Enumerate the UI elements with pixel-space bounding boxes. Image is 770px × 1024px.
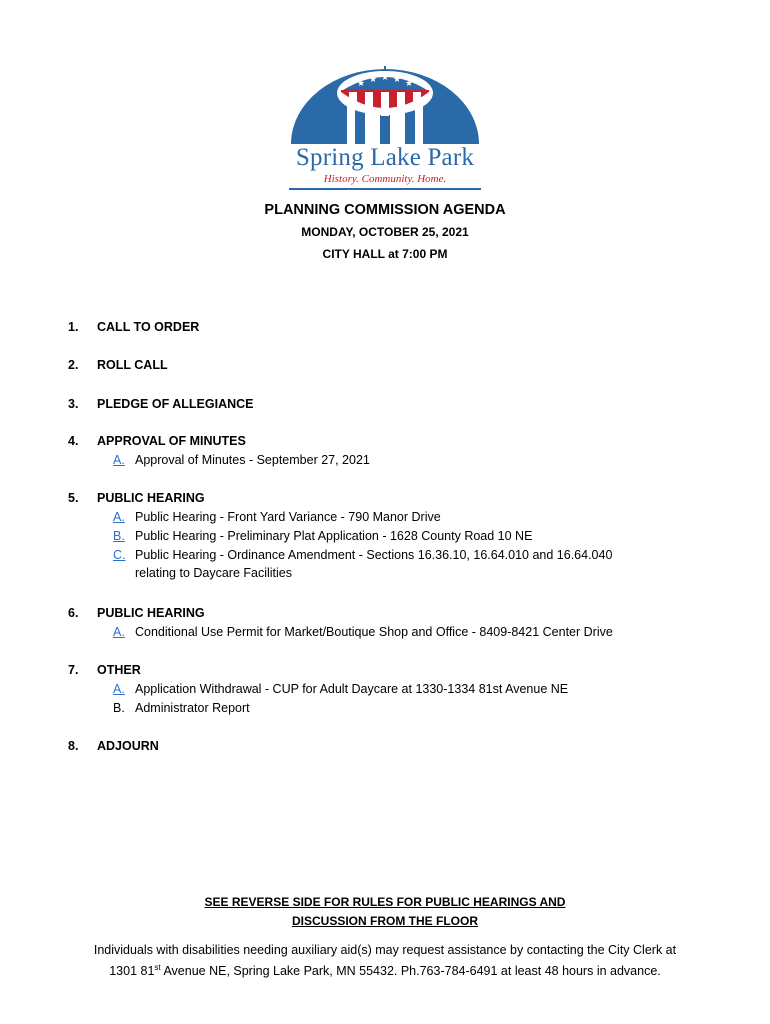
- sub-item-text: Approval of Minutes - September 27, 2021: [135, 453, 370, 467]
- footer-line-2: [60, 961, 710, 982]
- address-number: 1301 81: [109, 964, 155, 978]
- item-number: 6.: [68, 606, 79, 620]
- hearing-link-c[interactable]: C.: [113, 548, 126, 562]
- hearing-link-b[interactable]: B.: [113, 529, 125, 543]
- item-title: APPROVAL OF MINUTES: [97, 434, 246, 448]
- sub-item-text: Public Hearing - Front Yard Variance - 790 Manor Drive: [135, 510, 441, 524]
- item-title: PLEDGE OF ALLEGIANCE: [97, 397, 254, 411]
- notice-line-1: SEE REVERSE SIDE FOR RULES FOR PUBLIC HEARINGS AND: [204, 895, 566, 909]
- address-suffix: st: [154, 962, 161, 972]
- sub-item: [113, 510, 441, 524]
- logo-name: Spring Lake Park: [295, 144, 475, 171]
- item-title: PUBLIC HEARING: [97, 491, 205, 505]
- notice-line-2: DISCUSSION FROM THE FLOOR: [292, 914, 478, 928]
- item-title: PUBLIC HEARING: [97, 606, 205, 620]
- sub-item-text: Public Hearing - Preliminary Plat Application - 1628 County Road 10 NE: [135, 529, 533, 543]
- item-number: 2.: [68, 358, 79, 372]
- sub-item-text: Conditional Use Permit for Market/Boutique Shop and Office - 8409-8421 Center Drive: [135, 625, 613, 639]
- city-logo: [289, 66, 481, 192]
- item-title: CALL TO ORDER: [97, 320, 200, 334]
- cup-link[interactable]: A.: [113, 625, 125, 639]
- logo-tagline: History. Community. Home.: [323, 173, 447, 185]
- sub-item: [113, 529, 532, 543]
- logo-rule: [289, 188, 481, 190]
- sub-item-continuation: relating to Daycare Facilities: [135, 566, 293, 580]
- sub-item-text: Public Hearing - Ordinance Amendment - Sections 16.36.10, 16.64.010 and 16.64.040: [135, 548, 613, 562]
- water-tower-icon: [289, 66, 481, 146]
- item-number: 1.: [68, 320, 79, 334]
- hearing-link-a[interactable]: A.: [113, 510, 125, 524]
- sub-item: [113, 625, 613, 639]
- sub-item: [113, 548, 612, 580]
- svg-text:★: ★: [392, 75, 402, 85]
- footer-line-1: Individuals with disabilities needing auxiliary aid(s) may request assistance by contacting the City Clerk at: [93, 943, 677, 957]
- sub-item-text: Administrator Report: [135, 701, 250, 715]
- sub-item: [113, 682, 568, 696]
- sub-item-text: Application Withdrawal - CUP for Adult Daycare at 1330-1334 81st Avenue NE: [135, 682, 569, 696]
- item-number: 5.: [68, 491, 79, 505]
- meeting-date: MONDAY, OCTOBER 25, 2021: [301, 225, 469, 239]
- withdrawal-link[interactable]: A.: [113, 682, 125, 696]
- item-number: 8.: [68, 739, 79, 753]
- item-number: 7.: [68, 663, 79, 677]
- accessibility-notice: [60, 940, 710, 982]
- address-rest: Avenue NE, Spring Lake Park, MN 55432. Ph.763-784-6491 at least 48 hours in advance.: [160, 964, 661, 978]
- svg-text:★: ★: [380, 73, 390, 83]
- item-title: OTHER: [97, 663, 141, 677]
- item-number: 3.: [68, 397, 79, 411]
- sub-item: [113, 701, 250, 715]
- item-title: ADJOURN: [97, 739, 159, 753]
- agenda-title: PLANNING COMMISSION AGENDA: [264, 202, 506, 218]
- sub-item-letter: B.: [113, 701, 125, 715]
- svg-text:★: ★: [356, 79, 366, 89]
- sub-item: [113, 453, 370, 467]
- svg-text:★: ★: [404, 79, 414, 89]
- item-number: 4.: [68, 434, 79, 448]
- item-title: ROLL CALL: [97, 358, 168, 372]
- minutes-link[interactable]: A.: [113, 453, 125, 467]
- meeting-location: CITY HALL at 7:00 PM: [322, 247, 448, 261]
- svg-text:★: ★: [368, 75, 378, 85]
